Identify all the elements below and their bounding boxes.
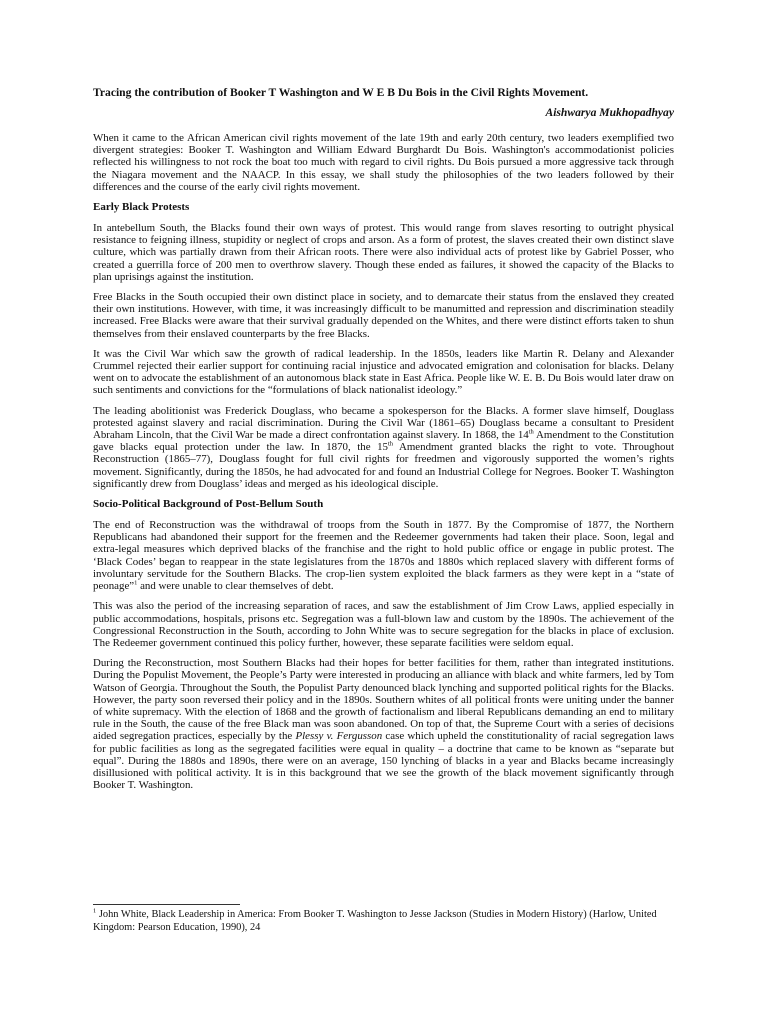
- paragraph-reconstruction-end: [93, 519, 674, 592]
- text-run: Amendment to the Constitution gave blacks equal protection under the law. In 1870, the 15: [93, 429, 675, 454]
- paragraph: Free Blacks in the South occupied their own distinct place in society, and to demarcate their status from the enslaved they created their own institutions. However, with time, it was increasingly difficult to be manumitted and repression and discrimination steadily increased. Free Blacks were aware that their survival gradually depended on the Whites, and there were distinct efforts taken to shun themselves from their enslaved counterparts by the free Blacks.: [93, 291, 674, 340]
- paragraph: In antebellum South, the Blacks found their own ways of protest. This would range from slaves resorting to outright physical resistance to feigning illness, stupidity or neglect of crops and arson. As a form of protest, the slaves created their own distinct slave culture, which was partially drawn from their African roots. There were also individual acts of protest like by Gabriel Posser, who created a guerrilla force of 200 men to overthrow slavery. Though these ended as failures, it showed the capacity of the Blacks to plan uprisings against the institution.: [93, 222, 674, 283]
- author-name: Aishwarya Mukhopadhyay: [545, 106, 674, 119]
- footnote-divider: [93, 904, 240, 905]
- paragraph-populist: [93, 657, 674, 791]
- paragraph: It was the Civil War which saw the growth of radical leadership. In the 1850s, leaders like Martin R. Delany and Alexander Crummel rejected their earlier support for continuing racial injustice and advocated emigration and colonisation for blacks. Delany went on to advocate the establishment of an autonomous black state in East Africa. People like W. E. B. Du Bois would later draw on such sentiments and convictions for the “formulations of black nationalist ideology.”: [93, 347, 674, 397]
- intro-paragraph: When it came to the African American civil rights movement of the late 19th and early 20th century, two leaders exemplified two divergent strategies: Booker T. Washington and William Edward Burghardt Du Bois. Washington's accommodationist policies reflected his willingness to not rock the boat too much with regard to civil rights. Du Bois pursued a more aggressive tack through the Niagara movement and the NAACP. In this essay, we shall study the philosophies of the two leaders followed by their differences and the course of the early civil rights movement.: [93, 132, 674, 193]
- section-heading-early-black-protests: Early Black Protests: [93, 201, 190, 214]
- text-run: During the Reconstruction, most Southern Blacks had their hopes for better facilities for them, rather than integrated institutions. During the Populist Movement, the People’s Party were interested in producing an alliance with black and white farmers, led by Tom Watson of Georgia. Throughout the South, the Populist Party denounced black lynching and supported political rights for the Blacks. However, the party soon reversed their policy and in the 1890s. Southern whites of all political fronts were uniting under the banner of white supremacy. With the election of 1868 and the growth of factionalism and liberal Republicans demanding an end to military rule in the South, the cause of the free Black man was soon abandoned. On top of that, the Supreme Court with a series of decisions aided segregation practices, especially by the: [93, 657, 674, 743]
- paragraph-douglass: [93, 405, 674, 490]
- footnote: [93, 909, 674, 934]
- superscript: th: [528, 428, 534, 436]
- footnote-text: John White, Black Leadership in America: From Booker T. Washington to Jesse Jackson (Studies in Modern History) (Harlow, United Kingdom: Pearson Education, 1990), 24: [93, 909, 657, 933]
- text-run: and were unable to clear themselves of debt.: [137, 580, 334, 593]
- text-run: Amendment granted blacks the right to vote. Throughout Reconstruction (1865–77), Douglass fought for full civil rights for freedmen and vigorously supported the women’s rights movement. Significantly, during the 1850s, he had advocated for and found an Industrial College for Negroes. Booker T. Washington significantly drew from Douglass’ ideas and merged as his ideological disciple.: [93, 441, 674, 490]
- text-run: case which upheld the constitutionality of racial segregation laws for public facilities as long as the segregated facilities were equal in quality – a doctrine that came to be known as “separate but equal”. During the 1880s and 1890s, there were on an average, 150 lynching of blacks in a year and Blacks became increasingly disillusioned with political activity. It is in this background that we see the growth of the black movement significantly through Booker T. Washington.: [93, 730, 674, 792]
- footnote-marker: 1: [93, 907, 97, 915]
- footnote-reference[interactable]: 1: [134, 579, 138, 587]
- section-heading-socio-political-background: Socio-Political Background of Post-Bellum South: [93, 498, 324, 511]
- text-run: The leading abolitionist was Frederick Douglass, who became a spokesperson for the Blacks. A former slave himself, Douglass protested against slavery and racial discrimination. During the Civil War (1861–65) Douglass became a consultant to President Abraham Lincoln, that the Civil War be made a direct confrontation against slavery. In 1868, the 14: [93, 404, 674, 442]
- case-name: Plessy v. Fergusson: [295, 730, 383, 743]
- superscript: th: [387, 440, 394, 448]
- paragraph: This was also the period of the increasing separation of races, and saw the establishment of Jim Crow Laws, applied especially in public accommodations, hospitals, prisons etc. Segregation was a full-blown law and custom by the 1890s. The achievement of the Congressional Reconstruction in the South, according to John White was to secure segregation for the blacks in place of exclusion. The Redeemer government continued this policy further, however, these separate facilities were seldom equal.: [93, 600, 674, 649]
- text-run: The end of Reconstruction was the withdrawal of troops from the South in 1877. By the Compromise of 1877, the Northern Republicans had abandoned their support for the freemen and the Redeemer governments had taken their place. Soon, legal and extra-legal measures which deprived blacks of the franchise and the right to hold public office or engage in public protest. The ‘Black Codes’ began to reappear in the state legislatures from the 1870s and 1880s which replaced slavery with different forms of involuntary servitude for the Southern Blacks. The crop-lien system exploited the black farmers as they were kept in a “state of peonage”: [93, 519, 674, 593]
- document-title: Tracing the contribution of Booker T Washington and W E B Du Bois in the Civil Rights Movement.: [93, 86, 589, 99]
